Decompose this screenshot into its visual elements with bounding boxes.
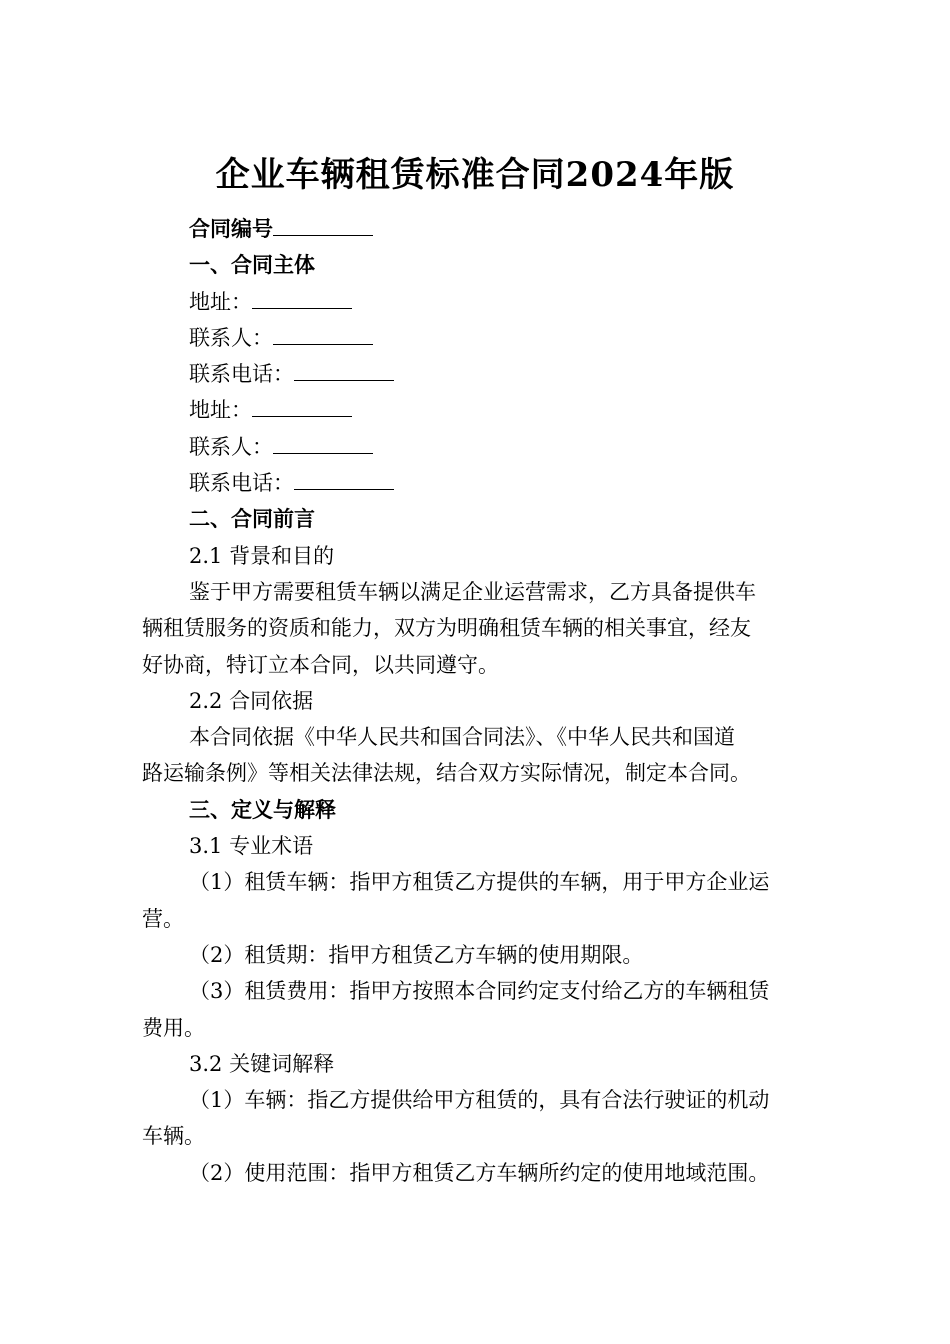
subsection-title: 3.1 专业术语 xyxy=(189,834,314,859)
definition-line: （1）租赁车辆：指甲方租赁乙方提供的车辆，用于甲方企业运 xyxy=(189,870,770,895)
party-a-contact-line xyxy=(142,320,810,356)
document-title: 企业车辆租赁标准合同2024年版 xyxy=(215,155,735,195)
party-b-contact-line xyxy=(142,429,810,465)
address-blank xyxy=(252,398,352,417)
definition-line: （1）车辆：指乙方提供给甲方租赁的，具有合法行驶证的机动 xyxy=(189,1088,770,1113)
subsection-title: 3.2 关键词解释 xyxy=(189,1051,335,1076)
phone-blank xyxy=(294,362,394,381)
party-b-address-line xyxy=(142,392,810,428)
definition-line: （3）租赁费用：指甲方按照本合同约定支付给乙方的车辆租赁 xyxy=(189,979,770,1004)
definition-line: 车辆。 xyxy=(142,1124,205,1149)
section-heading: 二、合同前言 xyxy=(189,506,315,532)
paragraph-line: 辆租赁服务的资质和能力，双方为明确租赁车辆的相关事宜，经友 xyxy=(142,616,751,641)
party-a-phone-line xyxy=(142,356,810,392)
paragraph-line: 鉴于甲方需要租赁车辆以满足企业运营需求，乙方具备提供车 xyxy=(189,579,756,604)
contact-label: 联系人： xyxy=(189,325,273,350)
paragraph-line: 好协商，特订立本合同，以共同遵守。 xyxy=(142,652,499,677)
contact-blank xyxy=(273,435,373,454)
contract-number-label: 合同编号 xyxy=(189,216,273,241)
contact-label: 联系人： xyxy=(189,434,273,459)
phone-label: 联系电话： xyxy=(189,471,294,496)
document-body xyxy=(142,211,810,1191)
address-label: 地址： xyxy=(189,398,252,423)
address-blank xyxy=(252,290,352,309)
phone-label: 联系电话： xyxy=(189,362,294,387)
definition-line: （2）使用范围：指甲方租赁乙方车辆所约定的使用地域范围。 xyxy=(189,1160,770,1185)
contract-number-line xyxy=(142,211,810,247)
section-heading: 一、合同主体 xyxy=(189,252,315,278)
definition-line: 营。 xyxy=(142,906,184,931)
party-b-phone-line xyxy=(142,465,810,501)
definition-line: 费用。 xyxy=(142,1015,205,1040)
party-a-address-line xyxy=(142,284,810,320)
paragraph-line: 本合同依据《中华人民共和国合同法》、《中华人民共和国道 xyxy=(189,725,735,750)
subsection-title: 2.2 合同依据 xyxy=(189,688,314,713)
address-label: 地址： xyxy=(189,289,252,314)
contract-number-blank xyxy=(273,217,373,236)
subsection-title: 2.1 背景和目的 xyxy=(189,543,335,568)
paragraph-line: 路运输条例》等相关法律法规，结合双方实际情况，制定本合同。 xyxy=(142,761,751,786)
contact-blank xyxy=(273,326,373,345)
definition-line: （2）租赁期：指甲方租赁乙方车辆的使用期限。 xyxy=(189,942,644,967)
phone-blank xyxy=(294,471,394,490)
section-heading: 三、定义与解释 xyxy=(189,796,336,822)
